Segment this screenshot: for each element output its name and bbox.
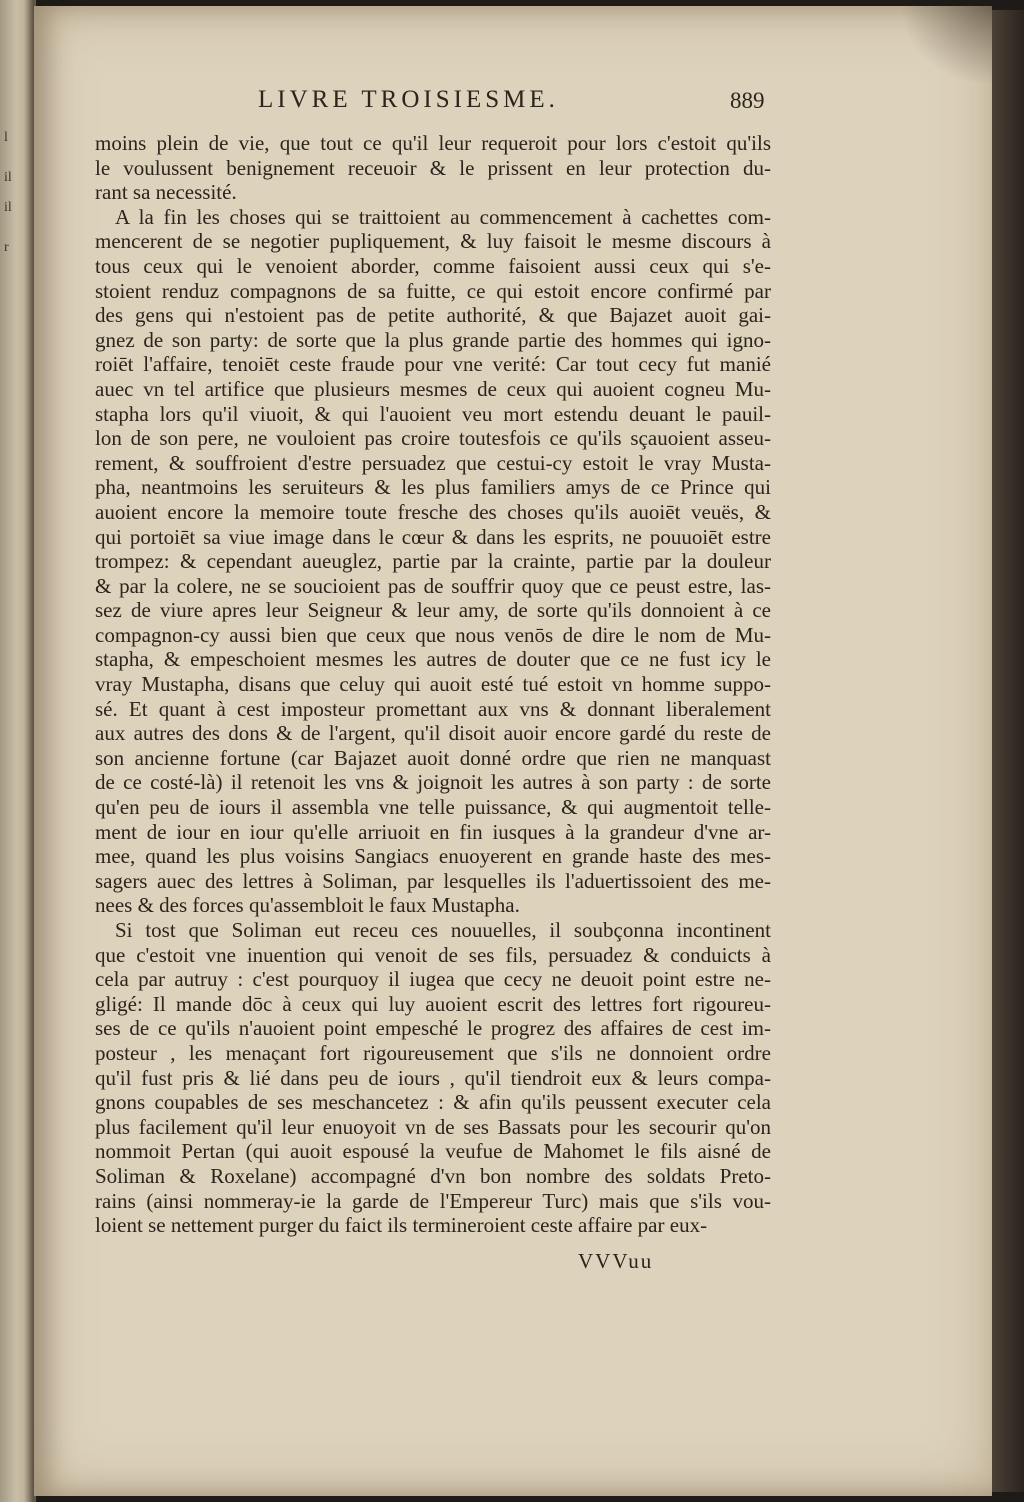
- text-line: son ancienne fortune (car Bajazet auoit donné ordre que rien ne manquast: [95, 745, 771, 770]
- text-line: vray Mustapha, disans que celuy qui auoit esté tué estoit vn homme suppo-: [95, 672, 771, 697]
- text-line: rant sa necessité.: [95, 180, 237, 205]
- text-line: que c'estoit vne inuention qui venoit de ses fils, persuadez & conduicts à: [95, 942, 771, 967]
- text-line: stapha lors qu'il viuoit, & qui l'auoient veu mort estendu deuant le pauil-: [95, 401, 771, 426]
- text-line: pha, neantmoins les seruiteurs & les plus familiers amys de ce Prince qui: [95, 475, 771, 500]
- margin-fragment: r: [4, 240, 9, 255]
- text-line: mee, quand les plus voisins Sangiacs enuoyerent en grande haste des mes-: [95, 844, 771, 869]
- text-line: moins plein de vie, que tout ce qu'il leur requeroit pour lors c'estoit qu'ils: [95, 131, 771, 155]
- text-line: gnez de son party: de sorte que la plus grande partie des hommes qui igno-: [95, 327, 771, 352]
- text-line: rains (ainsi nommeray-ie la garde de l'Empereur Turc) mais que s'ils vou-: [95, 1188, 771, 1213]
- text-line: cela par autruy : c'est pourquoy il iugea que cecy ne deuoit point estre ne-: [95, 967, 771, 992]
- text-line: aux autres des dons & de l'argent, qu'il disoit auoir encore gardé du reste de: [95, 721, 771, 746]
- text-line: nommoit Pertan (qui auoit espousé la veufue de Mahomet le fils aisné de: [95, 1139, 771, 1164]
- text-line: rement, & souffroient d'estre persuadez que cestui-cy estoit le vray Musta-: [95, 450, 771, 475]
- margin-fragment: l: [4, 130, 8, 145]
- page-stain: [900, 6, 992, 86]
- text-line: stoient renduz compagnons de sa fuitte, ce qui estoit encore confirmé par: [95, 278, 771, 303]
- text-line: des gens qui n'estoient pas de petite authorité, & que Bajazet auoit gai-: [95, 303, 771, 328]
- text-line: A la fin les choses qui se traittoient au commencement à cachettes com-: [115, 204, 771, 229]
- text-line: compagnon-cy aussi bien que ceux que nous venōs de dire le nom de Mu-: [95, 622, 771, 647]
- text-line: & par la colere, ne se soucioient pas de souffrir quoy que ce peust estre, las-: [95, 573, 771, 598]
- text-line: ses de ce qu'ils n'auoient point empesché le progrez des affaires de cest im-: [95, 1016, 771, 1041]
- text-line: auoient encore la memoire toute fresche des choses qu'ils auoiēt veuës, &: [95, 499, 771, 524]
- text-line: sagers auec des lettres à Soliman, par lesquelles ils l'aduertissoient des me-: [95, 868, 771, 893]
- text-line: Soliman & Roxelane) accompagné d'vn bon nombre des soldats Preto-: [95, 1163, 771, 1188]
- signature-mark: VVVuu: [578, 1249, 654, 1273]
- text-line: ment de iour en iour qu'elle arriuoit en fin iusques à la grandeur d'vne ar-: [95, 819, 771, 844]
- paragraph: [95, 131, 771, 205]
- text-line: sez de viure apres leur Seigneur & leur amy, de sorte qu'ils donnoient à ce: [95, 598, 771, 623]
- text-line: le voulussent benignement receuoir & le prissent en leur protection du-: [95, 155, 771, 180]
- page-number: 889: [730, 88, 765, 113]
- text-line: qu'en peu de iours il assembla vne telle puissance, & qui augmentoit telle-: [95, 795, 771, 820]
- text-line: nees & des forces qu'assembloit le faux Mustapha.: [95, 893, 520, 918]
- text-line: qu'il fust pris & lié dans peu de iours , qu'il tiendroit eux & leurs compa-: [95, 1065, 771, 1090]
- text-line: trompez: & cependant aueuglez, partie par la crainte, partie par la douleur: [95, 549, 771, 574]
- text-line: posteur , les menaçant fort rigoureusement que s'ils ne donnoient ordre: [95, 1040, 771, 1065]
- page-right-edge: [992, 10, 1024, 1492]
- text-line: tous ceux qui le venoient aborder, comme faisoient aussi ceux qui s'e-: [95, 253, 771, 278]
- text-line: plus facilement qu'il leur enuoyoit vn de ses Bassats pour les secourir qu'on: [95, 1114, 771, 1139]
- text-line: gnons coupables de ses meschancetez : & afin qu'ils peussent executer cela: [95, 1090, 771, 1115]
- text-line: stapha, & empeschoient mesmes les autres de douter que ce ne fust icy le: [95, 647, 771, 672]
- margin-fragment: il: [4, 200, 12, 215]
- text-line: roiēt l'affaire, tenoiēt ceste fraude pour vne verité: Car tout cecy fut manié: [95, 352, 771, 377]
- paragraph: [95, 918, 771, 1238]
- text-line: qui portoiēt sa viue image dans le cœur & dans les esprits, ne pouuoiēt estre: [95, 524, 771, 549]
- text-line: sé. Et quant à cest imposteur promettant aux vns & donnant liberalement: [95, 696, 771, 721]
- text-line: auec vn tel artifice que plusieurs mesmes de ceux qui auoient cogneu Mu-: [95, 376, 771, 401]
- paragraph: [95, 205, 771, 918]
- running-head: LIVRE TROISIESME.: [258, 86, 559, 113]
- text-line: gligé: Il mande dōc à ceux qui luy auoient escrit des lettres fort rigoureu-: [95, 991, 771, 1016]
- text-line: de ce costé-là) il retenoit les vns & joignoit les autres à son party : de sorte: [95, 770, 771, 795]
- margin-fragment: il: [4, 170, 12, 185]
- text-line: loient se nettement purger du faict ils termineroient ceste affaire par eux-: [95, 1213, 708, 1238]
- text-line: lon de son pere, ne vouloient pas croire toutesfois ce qu'ils sçauoient asseu-: [95, 426, 771, 451]
- body-text: [95, 131, 771, 1238]
- text-line: Si tost que Soliman eut receu ces nouuelles, il soubçonna incontinent: [115, 918, 771, 942]
- text-line: mencerent de se negotier pupliquement, & luy faisoit le mesme discours à: [95, 229, 771, 254]
